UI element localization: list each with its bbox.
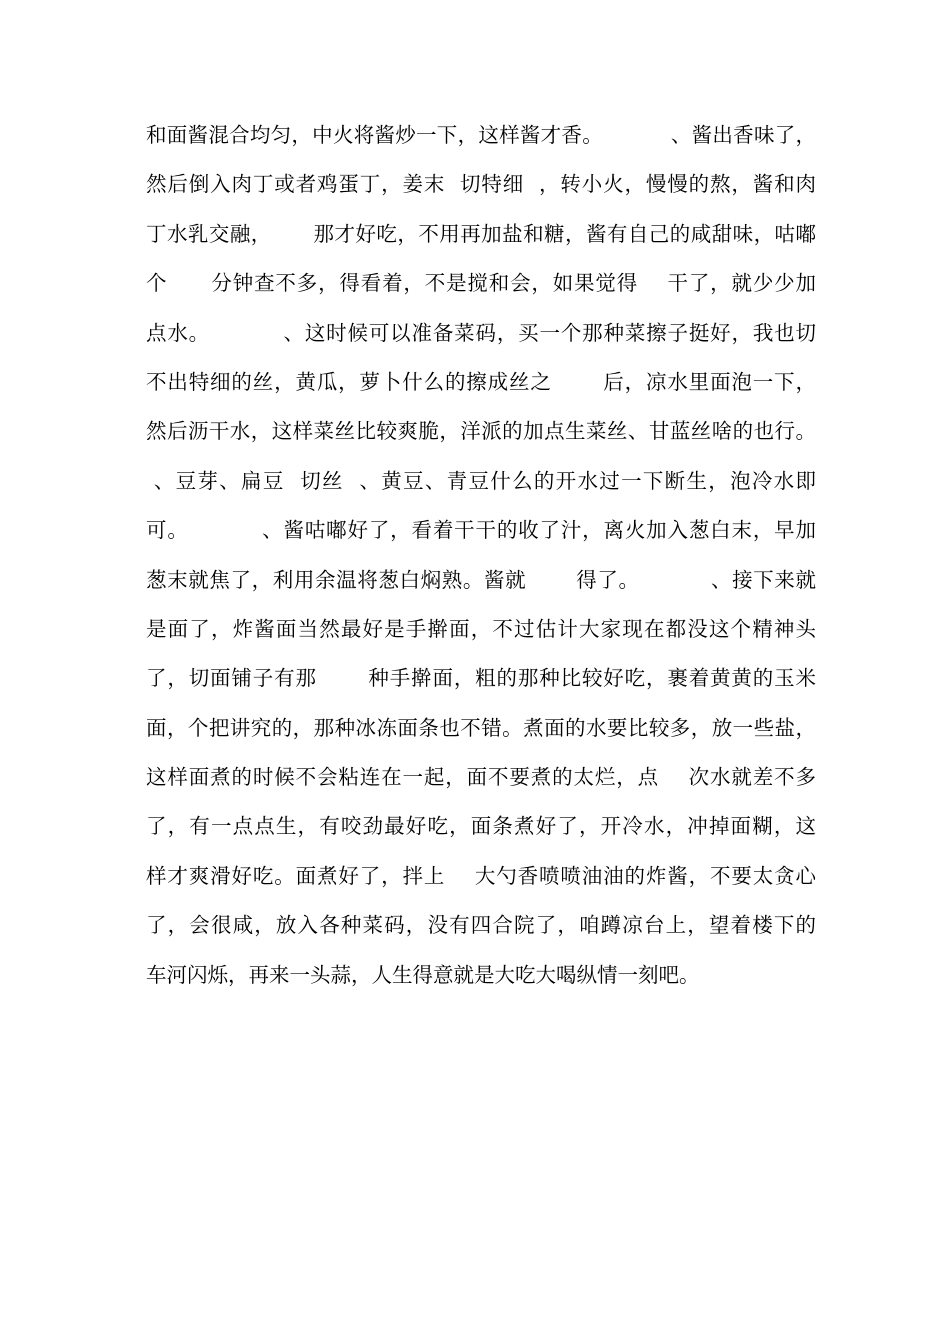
text-line: 、豆芽、扁豆 切丝 、黄豆、青豆什么的开水过一下断生，泡冷水即 [146,468,816,493]
text-line: 然后沥干水，这样菜丝比较爽脆，洋派的加点生菜丝、甘蓝丝啥的也行。 [146,419,816,444]
body-text [146,118,816,1007]
text-line: 了，会很咸，放入各种菜码，没有四合院了，咱蹲凉台上，望着楼下的 [146,913,816,938]
text-line: 了，有一点点生，有咬劲最好吃，面条煮好了，开冷水，冲掉面糊，这 [146,814,816,839]
text-line: 是面了，炸酱面当然最好是手擀面，不过估计大家现在都没这个精神头 [146,616,816,641]
text-line: 葱末就焦了，利用余温将葱白焖熟。酱就 得了。 、接下来就 [146,567,816,592]
text-line: 和面酱混合均匀，中火将酱炒一下，这样酱才香。 、酱出香味了， [146,123,816,147]
text-line: 丁水乳交融， 那才好吃，不用再加盐和糖，酱有自己的咸甜味，咕嘟 [146,221,816,246]
text-line: 不出特细的丝，黄瓜，萝卜什么的擦成丝之 后，凉水里面泡一下， [146,369,816,394]
text-line: 然后倒入肉丁或者鸡蛋丁，姜末 切特细 ，转小火，慢慢的熬，酱和肉 [146,172,816,197]
text-line: 车河闪烁，再来一头蒜，人生得意就是大吃大喝纵情一刻吧。 [146,962,700,987]
text-line: 点水。 、这时候可以准备菜码，买一个那种菜擦子挺好，我也切 [146,320,816,345]
text-line: 个 分钟查不多，得看着，不是搅和会，如果觉得 干了，就少少加 [146,271,816,296]
text-line: 这样面煮的时候不会粘连在一起，面不要煮的太烂，点 次水就差不多 [146,765,816,790]
text-line: 了，切面铺子有那 种手擀面，粗的那种比较好吃，裹着黄黄的玉米 [146,666,816,691]
text-line: 样才爽滑好吃。面煮好了，拌上 大勺香喷喷油油的炸酱，不要太贪心 [146,863,816,888]
text-line: 可。 、酱咕嘟好了，看着干干的收了汁，离火加入葱白末，早加 [146,518,816,543]
text-line: 面，个把讲究的，那种冰冻面条也不错。煮面的水要比较多，放一些盐， [146,715,816,740]
